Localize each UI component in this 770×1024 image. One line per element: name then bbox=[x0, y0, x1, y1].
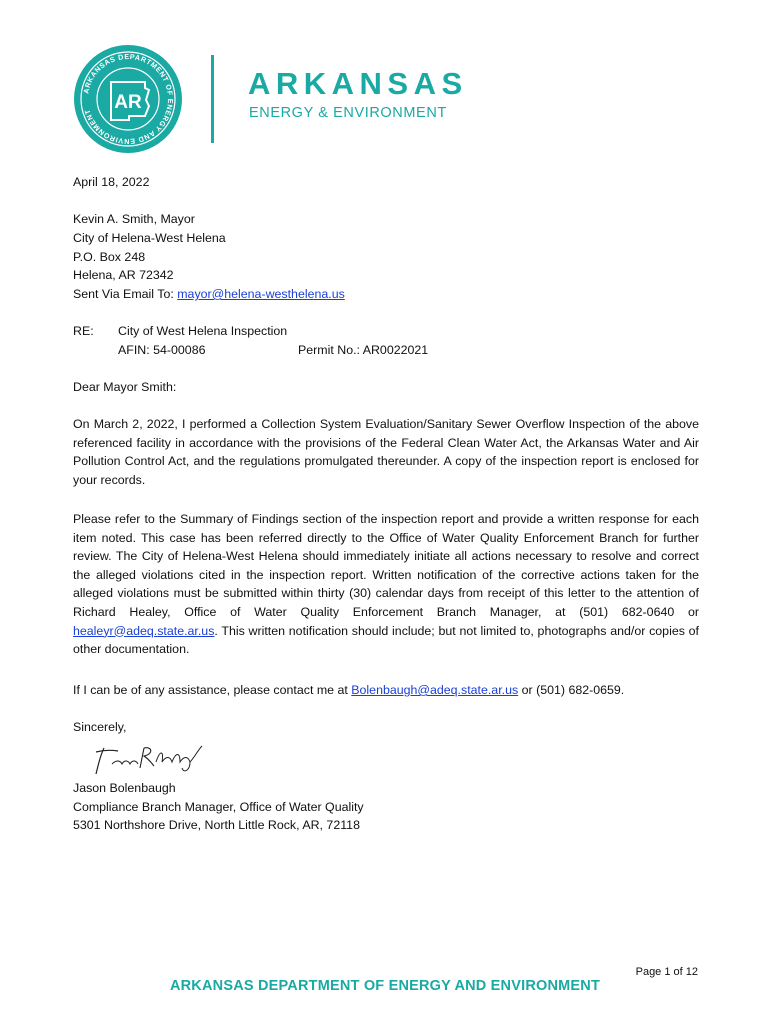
page-number: Page 1 of 12 bbox=[635, 966, 698, 978]
healey-email-link[interactable]: healeyr@adeq.state.ar.us bbox=[73, 623, 215, 638]
svg-text:ARKANSAS DEPARTMENT OF ENERGY: ARKANSAS DEPARTMENT OF ENERGY AND ENVIRONMENT bbox=[81, 51, 176, 147]
paragraph-3 bbox=[73, 681, 699, 700]
paragraph-3-text-end: or (501) 682-0659. bbox=[518, 683, 625, 697]
footer-organization: ARKANSAS DEPARTMENT OF ENERGY AND ENVIRONMENT bbox=[169, 978, 601, 994]
paragraph-3-text: If I can be of any assistance, please contact me at bbox=[73, 683, 352, 697]
sender-name: Jason Bolenbaugh bbox=[73, 781, 176, 795]
email-prefix: Sent Via Email To: bbox=[73, 287, 178, 301]
re-label: RE: bbox=[73, 324, 94, 338]
handwritten-signature bbox=[90, 742, 210, 778]
re-subject: City of West Helena Inspection bbox=[118, 324, 288, 338]
recipient-name: Kevin A. Smith, Mayor bbox=[73, 212, 195, 226]
re-permit: Permit No.: AR0022021 bbox=[298, 343, 429, 357]
closing: Sincerely, bbox=[73, 720, 127, 734]
recipient-email-line bbox=[73, 285, 345, 303]
seal-initials: AR bbox=[114, 92, 142, 113]
paragraph-2-text: Please refer to the Summary of Findings section of the inspection report and provide a written response for each item noted. This case has been referred directly to the Office of Water Quality Enforcement Branch for further review. The City of Helena-West Helena should immediately initiate all actions necessary to resolve and correct the alleged violations cited in the inspection report. Written notification of the corrective actions taken for the alleged violations must be submitted within thirty (30) calendar days from receipt of this letter to the attention of Richard Healey, Office of Water Quality Enforcement Branch Manager, at (501) 682-0640 or bbox=[73, 512, 699, 619]
brand-title: ARKANSAS bbox=[248, 66, 468, 101]
paragraph-2 bbox=[73, 510, 699, 659]
recipient-po-box: P.O. Box 248 bbox=[73, 250, 146, 264]
bolenbaugh-email-link[interactable]: Bolenbaugh@adeq.state.ar.us bbox=[351, 683, 519, 697]
recipient-email-link[interactable]: mayor@helena-westhelena.us bbox=[177, 287, 345, 301]
recipient-org: City of Helena-West Helena bbox=[73, 231, 226, 245]
department-seal-logo bbox=[73, 44, 183, 154]
recipient-city: Helena, AR 72342 bbox=[73, 268, 174, 282]
sender-title: Compliance Branch Manager, Office of Water Quality bbox=[73, 800, 364, 814]
brand-subtitle: ENERGY & ENVIRONMENT bbox=[249, 105, 447, 121]
sender-address: 5301 Northshore Drive, North Little Rock, AR, 72118 bbox=[73, 818, 360, 832]
re-afin: AFIN: 54-00086 bbox=[118, 343, 206, 357]
paragraph-1: On March 2, 2022, I performed a Collection System Evaluation/Sanitary Sewer Overflow Inspection of the above referenced facility in accordance with the provisions of the Federal Clean Water Act, the Arkansas Water and Air Pollution Control Act, and the regulations promulgated thereunder. A copy of the inspection report is enclosed for your records. bbox=[73, 417, 699, 487]
salutation: Dear Mayor Smith: bbox=[73, 380, 177, 394]
paragraph-2-text-end: . This written notification should include; but not limited to, photographs and/or copies of other documentation. bbox=[73, 623, 699, 657]
letter-date: April 18, 2022 bbox=[73, 175, 150, 189]
letterhead-divider bbox=[211, 55, 214, 143]
